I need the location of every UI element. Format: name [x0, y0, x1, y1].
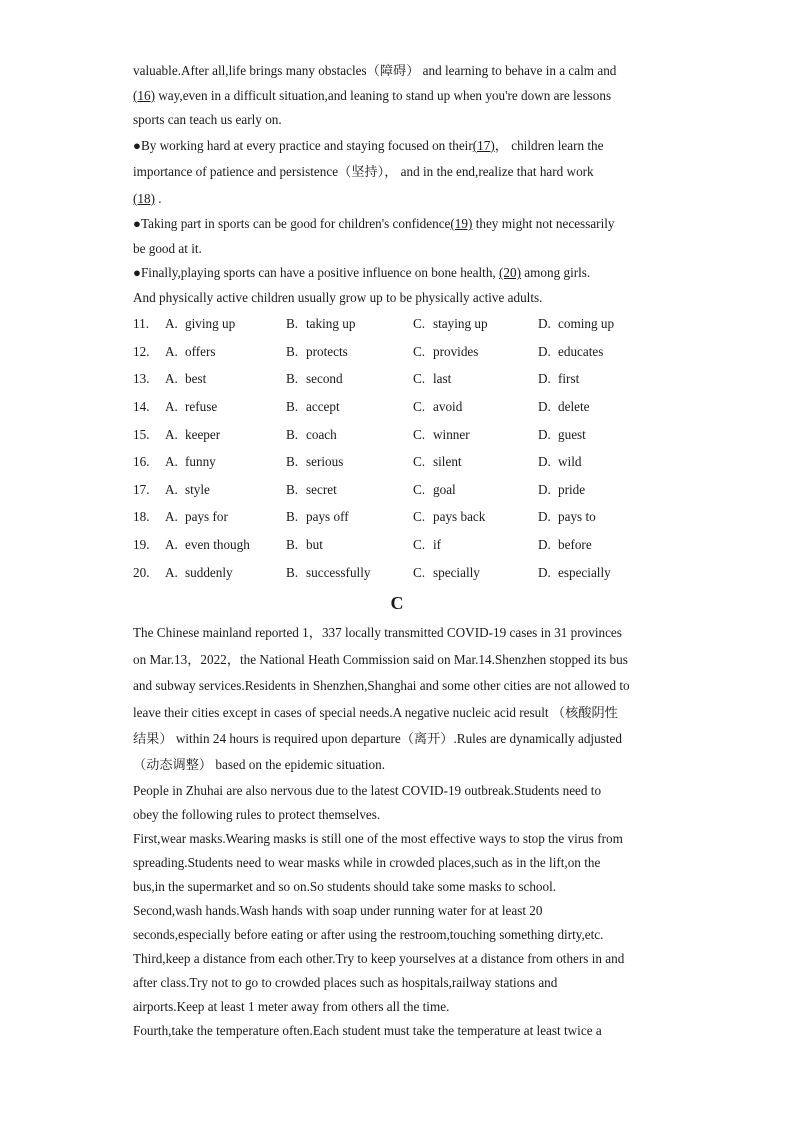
option-letter: A. — [165, 536, 178, 552]
answer-option[interactable] — [413, 509, 538, 525]
option-text: protects — [306, 343, 348, 359]
question-row — [133, 504, 673, 532]
option-letter: B. — [286, 398, 299, 414]
option-letter: D. — [538, 454, 551, 470]
passage-line — [133, 133, 673, 159]
option-letter: A. — [165, 509, 178, 525]
answer-option[interactable] — [413, 316, 538, 332]
answer-option[interactable] — [165, 565, 286, 581]
question-number: 20. — [133, 564, 150, 580]
answer-option[interactable] — [538, 371, 648, 387]
option-letter: D. — [538, 316, 551, 332]
question-row — [133, 366, 673, 394]
passage-line: after class.Try not to go to crowded places such as hospitals,railway stations and — [133, 974, 558, 990]
question-row — [133, 476, 673, 504]
option-text: avoid — [433, 398, 463, 414]
passage-line: airports.Keep at least 1 meter away from others all the time. — [133, 998, 450, 1014]
option-letter: C. — [413, 343, 426, 359]
passage-b — [133, 59, 673, 310]
option-text: especially — [558, 564, 611, 580]
option-letter: A. — [165, 564, 178, 580]
answer-option[interactable] — [286, 482, 413, 498]
answer-option[interactable] — [165, 399, 286, 415]
option-text: even though — [185, 536, 250, 552]
option-letter: C. — [413, 371, 426, 387]
blank-number: (20) — [499, 265, 521, 281]
option-letter: D. — [538, 564, 551, 580]
passage-line: bus,in the supermarket and so on.So students should take some masks to school. — [133, 878, 557, 894]
passage-line: Second,wash hands.Wash hands with soap under running water for at least 20 — [133, 902, 543, 918]
option-letter: C. — [413, 316, 426, 332]
passage-line — [133, 286, 673, 311]
answer-option[interactable] — [413, 344, 538, 360]
option-text: silent — [433, 454, 462, 470]
question-number: 15. — [133, 426, 150, 442]
option-letter: D. — [538, 343, 551, 359]
option-letter: D. — [538, 536, 551, 552]
passage-line: leave their cities except in cases of special needs.A negative nucleic acid result （核酸阴性 — [133, 704, 618, 720]
answer-option[interactable] — [538, 454, 648, 470]
answer-option[interactable] — [538, 344, 648, 360]
option-letter: B. — [286, 481, 299, 497]
option-text: pride — [558, 481, 586, 497]
passage-line: Third,keep a distance from each other.Try to keep yourselves at a distance from others in and — [133, 950, 625, 966]
option-letter: A. — [165, 481, 178, 497]
option-letter: B. — [286, 454, 299, 470]
answer-option[interactable] — [286, 399, 413, 415]
answer-option[interactable] — [413, 565, 538, 581]
question-row — [133, 310, 673, 338]
passage-line — [133, 186, 673, 212]
option-letter: D. — [538, 398, 551, 414]
question-number: 11. — [133, 316, 149, 332]
passage-line: The Chinese mainland reported 1，337 locally transmitted COVID-19 cases in 31 provinces — [133, 625, 622, 641]
passage-text: they might not necessarily — [472, 216, 615, 231]
option-letter: B. — [286, 426, 299, 442]
answer-option[interactable] — [413, 371, 538, 387]
passage-line: obey the following rules to protect themselves. — [133, 806, 381, 822]
option-letter: D. — [538, 481, 551, 497]
passage-line: Fourth,take the temperature often.Each student must take the temperature at least twice a — [133, 1022, 602, 1038]
option-text: educates — [558, 343, 604, 359]
question-number: 13. — [133, 371, 150, 387]
answer-option[interactable] — [165, 482, 286, 498]
option-text: goal — [433, 481, 456, 497]
passage-line: and subway services.Residents in Shenzhen,Shanghai and some other cities are not allowed to — [133, 678, 630, 694]
answer-option[interactable] — [413, 399, 538, 415]
answer-option[interactable] — [286, 509, 413, 525]
passage-line: （动态调整） based on the epidemic situation. — [133, 757, 385, 773]
passage-line: on Mar.13，2022，the National Heath Commission said on Mar.14.Shenzhen stopped its bus — [133, 651, 628, 667]
option-letter: B. — [286, 371, 299, 387]
option-text: but — [306, 536, 323, 552]
option-text: staying up — [433, 316, 488, 332]
passage-line: First,wear masks.Wearing masks is still one of the most effective ways to stop the virus from — [133, 830, 623, 846]
option-text: provides — [433, 343, 479, 359]
question-row — [133, 393, 673, 421]
passage-text: importance of patience and persistence（坚持）， and in the end,realize that hard work — [133, 164, 594, 180]
answer-option[interactable] — [165, 509, 286, 525]
answer-option[interactable] — [413, 427, 538, 443]
option-text: wild — [558, 454, 582, 470]
blank-number: (17) — [472, 137, 495, 153]
option-letter: A. — [165, 454, 178, 470]
option-text: coming up — [558, 316, 615, 332]
option-letter: C. — [413, 398, 426, 414]
answer-option[interactable] — [165, 427, 286, 443]
option-letter: A. — [165, 398, 178, 414]
option-letter: B. — [286, 564, 299, 580]
option-text: if — [433, 536, 442, 552]
option-text: accept — [306, 398, 340, 414]
option-text: successfully — [306, 564, 371, 580]
option-text: refuse — [185, 398, 218, 414]
passage-line: spreading.Students need to wear masks while in crowded places,such as in the lift,on the — [133, 854, 601, 870]
option-letter: A. — [165, 371, 178, 387]
passage-line: 结果） within 24 hours is required upon departure（离开）.Rules are dynamically adjusted — [133, 730, 622, 746]
option-text: second — [306, 371, 343, 387]
option-text: funny — [185, 454, 216, 470]
option-text: giving up — [185, 316, 236, 332]
option-text: pays for — [185, 509, 228, 525]
option-letter: B. — [286, 509, 299, 525]
passage-text: sports can teach us early on. — [133, 112, 282, 128]
question-number: 18. — [133, 509, 150, 525]
passage-text: among girls. — [521, 265, 591, 281]
document-page — [133, 59, 673, 1043]
answer-option[interactable] — [286, 565, 413, 581]
passage-line — [133, 108, 673, 133]
option-text: pays off — [306, 509, 349, 525]
option-letter: D. — [538, 426, 551, 442]
option-text: offers — [185, 343, 216, 359]
option-text: suddenly — [185, 564, 233, 580]
section-heading: C — [390, 593, 404, 614]
passage-line — [133, 159, 673, 185]
answer-option[interactable] — [286, 344, 413, 360]
question-row — [133, 559, 673, 587]
question-row — [133, 338, 673, 366]
answer-option[interactable] — [286, 537, 413, 553]
question-number: 16. — [133, 454, 150, 470]
option-letter: C. — [413, 426, 426, 442]
passage-line — [133, 212, 673, 237]
passage-line — [133, 261, 673, 286]
passage-line — [133, 237, 673, 262]
option-letter: B. — [286, 316, 299, 332]
passage-line: People in Zhuhai are also nervous due to the latest COVID-19 outbreak.Students need to — [133, 782, 602, 798]
question-number: 14. — [133, 398, 150, 414]
passage-line — [133, 59, 673, 84]
answer-option[interactable] — [165, 316, 286, 332]
option-text: delete — [558, 398, 590, 414]
option-text: taking up — [306, 316, 356, 332]
option-letter: C. — [413, 509, 426, 525]
option-letter: D. — [538, 509, 551, 525]
option-letter: C. — [413, 536, 426, 552]
option-text: pays back — [433, 509, 486, 525]
blank-number: (19) — [450, 216, 473, 231]
blank-number: (18) — [133, 190, 155, 206]
option-text: guest — [558, 426, 586, 442]
option-text: pays to — [558, 509, 596, 525]
passage-line: seconds,especially before eating or after using the restroom,touching something dirty,etc. — [133, 926, 604, 942]
passage-text: ●By working hard at every practice and staying focused on their — [133, 137, 473, 153]
answer-option[interactable] — [413, 537, 538, 553]
answer-option[interactable] — [538, 537, 648, 553]
passage-line — [133, 84, 673, 109]
option-letter: C. — [413, 454, 426, 470]
option-text: specially — [433, 564, 480, 580]
option-text: last — [433, 371, 452, 387]
question-number: 19. — [133, 536, 150, 552]
passage-text: ， children learn the — [494, 137, 604, 153]
answer-option[interactable] — [165, 344, 286, 360]
answer-option[interactable] — [413, 454, 538, 470]
answer-option[interactable] — [413, 482, 538, 498]
option-letter: C. — [413, 564, 426, 580]
option-letter: B. — [286, 343, 299, 359]
blank-number: (16) — [133, 87, 155, 103]
answer-option[interactable] — [538, 509, 648, 525]
section-c-passage — [133, 620, 673, 1042]
answer-option[interactable] — [286, 371, 413, 387]
answer-option[interactable] — [165, 454, 286, 470]
answer-option[interactable] — [165, 537, 286, 553]
passage-text: And physically active children usually grow up to be physically active adults. — [133, 289, 543, 305]
option-text: keeper — [185, 426, 221, 442]
answer-option[interactable] — [286, 427, 413, 443]
option-text: style — [185, 481, 210, 497]
option-text: best — [185, 371, 207, 387]
passage-text: ●Finally,playing sports can have a positive influence on bone health, — [133, 265, 500, 281]
answer-option[interactable] — [538, 316, 648, 332]
option-text: coach — [306, 426, 337, 442]
passage-text: valuable.After all,life brings many obstacles（障碍） and learning to behave in a calm and — [133, 63, 617, 78]
answer-option[interactable] — [286, 316, 413, 332]
question-row — [133, 421, 673, 449]
answer-option[interactable] — [538, 427, 648, 443]
answer-option[interactable] — [538, 399, 648, 415]
option-letter: A. — [165, 316, 178, 332]
question-number: 12. — [133, 343, 150, 359]
option-letter: B. — [286, 536, 299, 552]
option-text: secret — [306, 481, 337, 497]
question-number: 17. — [133, 481, 150, 497]
answer-option[interactable] — [286, 454, 413, 470]
option-letter: D. — [538, 371, 551, 387]
option-text: winner — [433, 426, 470, 442]
passage-text: be good at it. — [133, 240, 202, 256]
option-letter: A. — [165, 426, 178, 442]
answer-option[interactable] — [538, 565, 648, 581]
answer-option[interactable] — [538, 482, 648, 498]
question-row — [133, 531, 673, 559]
option-letter: C. — [413, 481, 426, 497]
option-text: serious — [306, 454, 344, 470]
option-text: before — [558, 536, 592, 552]
answer-option[interactable] — [165, 371, 286, 387]
option-letter: A. — [165, 343, 178, 359]
option-text: first — [558, 371, 580, 387]
passage-text: ●Taking part in sports can be good for children's confidence — [133, 216, 451, 231]
passage-text: way,even in a difficult situation,and leaning to stand up when you're down are lessons — [154, 87, 612, 103]
question-options — [133, 310, 673, 586]
passage-text: . — [154, 190, 162, 206]
question-row — [133, 448, 673, 476]
